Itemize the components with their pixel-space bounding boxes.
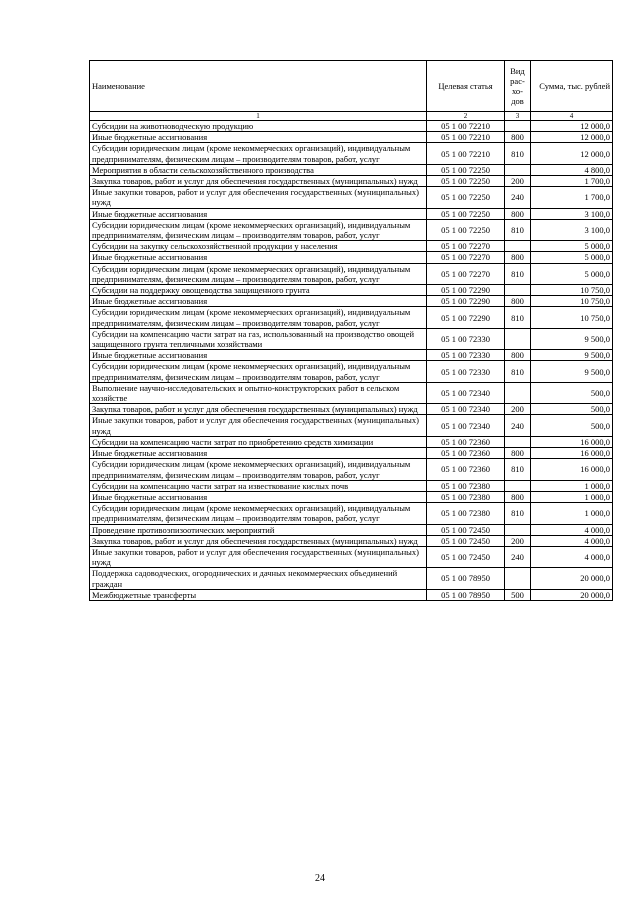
row-article: 05 1 00 72210 [427, 132, 505, 143]
row-name: Иные бюджетные ассигнования [90, 132, 427, 143]
row-sum: 10 750,0 [531, 307, 613, 328]
table-row [90, 448, 613, 459]
table-row [90, 263, 613, 284]
row-name: Иные закупки товаров, работ и услуг для обеспечения государственных (муниципальных) нужд [90, 546, 427, 567]
row-article: 05 1 00 78950 [427, 589, 505, 600]
row-expense-type [505, 241, 531, 252]
row-sum: 5 000,0 [531, 241, 613, 252]
row-article: 05 1 00 72340 [427, 382, 505, 403]
row-name: Субсидии юридическим лицам (кроме некоммерческих организаций), индивидуальным предпринимателям, физическим лицам – производителям товаров, работ, услуг [90, 143, 427, 164]
table-row [90, 535, 613, 546]
row-name: Субсидии на компенсацию части затрат на известкование кислых почв [90, 480, 427, 491]
row-name: Иные бюджетные ассигнования [90, 296, 427, 307]
row-name: Субсидии юридическим лицам (кроме некоммерческих организаций), индивидуальным предпринимателям, физическим лицам – производителям товаров, работ, услуг [90, 219, 427, 240]
row-sum: 5 000,0 [531, 263, 613, 284]
table-row [90, 361, 613, 382]
row-sum: 4 000,0 [531, 535, 613, 546]
table-row [90, 241, 613, 252]
row-sum: 1 000,0 [531, 491, 613, 502]
table-row [90, 404, 613, 415]
row-sum: 1 000,0 [531, 480, 613, 491]
column-number-row [90, 112, 613, 121]
row-article: 05 1 00 72380 [427, 480, 505, 491]
row-sum: 9 500,0 [531, 350, 613, 361]
row-sum: 16 000,0 [531, 448, 613, 459]
row-expense-type [505, 480, 531, 491]
row-article: 05 1 00 72380 [427, 491, 505, 502]
table-row [90, 285, 613, 296]
row-name: Субсидии юридическим лицам (кроме некоммерческих организаций), индивидуальным предпринимателям, физическим лицам – производителям товаров, работ, услуг [90, 503, 427, 524]
row-expense-type [505, 382, 531, 403]
table-row [90, 382, 613, 403]
row-article: 05 1 00 72330 [427, 350, 505, 361]
table-row [90, 187, 613, 208]
column-number: 2 [427, 112, 505, 121]
row-expense-type: 200 [505, 176, 531, 187]
budget-table-container [89, 60, 610, 601]
header-expense-type: Вид рас-хо-дов [505, 61, 531, 112]
table-row [90, 328, 613, 349]
header-article: Целевая статья [427, 61, 505, 112]
table-row [90, 296, 613, 307]
page-number: 24 [315, 873, 325, 884]
row-expense-type: 200 [505, 404, 531, 415]
row-sum: 3 100,0 [531, 208, 613, 219]
row-expense-type: 800 [505, 296, 531, 307]
row-sum: 4 800,0 [531, 164, 613, 175]
row-name: Иные закупки товаров, работ и услуг для обеспечения государственных (муниципальных) нужд [90, 187, 427, 208]
row-article: 05 1 00 72360 [427, 459, 505, 480]
row-article: 05 1 00 72210 [427, 143, 505, 164]
row-article: 05 1 00 72330 [427, 328, 505, 349]
row-name: Межбюджетные трансферты [90, 589, 427, 600]
row-sum: 20 000,0 [531, 589, 613, 600]
row-name: Субсидии юридическим лицам (кроме некоммерческих организаций), индивидуальным предпринимателям, физическим лицам – производителям товаров, работ, услуг [90, 459, 427, 480]
row-expense-type: 810 [505, 307, 531, 328]
row-expense-type: 810 [505, 361, 531, 382]
row-sum: 1 700,0 [531, 176, 613, 187]
row-name: Субсидии на животноводческую продукцию [90, 121, 427, 132]
table-row [90, 252, 613, 263]
row-article: 05 1 00 72270 [427, 241, 505, 252]
row-name: Закупка товаров, работ и услуг для обеспечения государственных (муниципальных) нужд [90, 535, 427, 546]
table-row [90, 176, 613, 187]
table-row [90, 503, 613, 524]
row-article: 05 1 00 72250 [427, 219, 505, 240]
row-article: 05 1 00 72330 [427, 361, 505, 382]
row-name: Иные бюджетные ассигнования [90, 208, 427, 219]
table-row [90, 459, 613, 480]
row-article: 05 1 00 72340 [427, 415, 505, 436]
table-row [90, 164, 613, 175]
row-sum: 16 000,0 [531, 436, 613, 447]
row-article: 05 1 00 72360 [427, 448, 505, 459]
row-article: 05 1 00 78950 [427, 568, 505, 589]
table-row [90, 436, 613, 447]
row-name: Субсидии юридическим лицам (кроме некоммерческих организаций), индивидуальным предпринимателям, физическим лицам – производителям товаров, работ, услуг [90, 361, 427, 382]
row-sum: 4 000,0 [531, 524, 613, 535]
row-name: Иные бюджетные ассигнования [90, 350, 427, 361]
table-body [90, 121, 613, 601]
row-expense-type [505, 568, 531, 589]
row-article: 05 1 00 72380 [427, 503, 505, 524]
column-number: 1 [90, 112, 427, 121]
table-row [90, 143, 613, 164]
row-sum: 9 500,0 [531, 361, 613, 382]
row-name: Иные закупки товаров, работ и услуг для обеспечения государственных (муниципальных) нужд [90, 415, 427, 436]
row-article: 05 1 00 72250 [427, 187, 505, 208]
row-expense-type [505, 285, 531, 296]
row-name: Выполнение научно-исследовательских и опытно-конструкторских работ в сельском хозяйстве [90, 382, 427, 403]
row-name: Субсидии на закупку сельскохозяйственной продукции у населения [90, 241, 427, 252]
row-expense-type: 240 [505, 187, 531, 208]
row-sum: 12 000,0 [531, 132, 613, 143]
table-row [90, 589, 613, 600]
row-name: Субсидии на компенсацию части затрат на газ, использованный на производство овощей защищенного грунта тепличными хозяйствами [90, 328, 427, 349]
row-name: Иные бюджетные ассигнования [90, 448, 427, 459]
row-expense-type: 800 [505, 491, 531, 502]
row-expense-type: 810 [505, 143, 531, 164]
table-row [90, 415, 613, 436]
row-name: Иные бюджетные ассигнования [90, 252, 427, 263]
row-expense-type: 800 [505, 132, 531, 143]
header-name: Наименование [90, 61, 427, 112]
row-article: 05 1 00 72210 [427, 121, 505, 132]
row-expense-type: 810 [505, 503, 531, 524]
row-expense-type: 800 [505, 350, 531, 361]
row-article: 05 1 00 72290 [427, 285, 505, 296]
table-row [90, 350, 613, 361]
row-expense-type: 810 [505, 459, 531, 480]
row-expense-type [505, 164, 531, 175]
table-row [90, 208, 613, 219]
row-sum: 5 000,0 [531, 252, 613, 263]
table-row [90, 219, 613, 240]
row-sum: 1 700,0 [531, 187, 613, 208]
table-row [90, 307, 613, 328]
table-row [90, 491, 613, 502]
row-name: Субсидии на поддержку овощеводства защищенного грунта [90, 285, 427, 296]
table-row [90, 121, 613, 132]
row-expense-type: 500 [505, 589, 531, 600]
row-name: Субсидии юридическим лицам (кроме некоммерческих организаций), индивидуальным предпринимателям, физическим лицам – производителям товаров, работ, услуг [90, 307, 427, 328]
row-article: 05 1 00 72290 [427, 296, 505, 307]
row-sum: 3 100,0 [531, 219, 613, 240]
header-row [90, 61, 613, 112]
row-sum: 4 000,0 [531, 546, 613, 567]
row-name: Закупка товаров, работ и услуг для обеспечения государственных (муниципальных) нужд [90, 404, 427, 415]
row-article: 05 1 00 72250 [427, 176, 505, 187]
row-article: 05 1 00 72250 [427, 164, 505, 175]
row-expense-type: 800 [505, 208, 531, 219]
row-name: Закупка товаров, работ и услуг для обеспечения государственных (муниципальных) нужд [90, 176, 427, 187]
row-article: 05 1 00 72450 [427, 524, 505, 535]
row-article: 05 1 00 72250 [427, 208, 505, 219]
row-sum: 20 000,0 [531, 568, 613, 589]
table-row [90, 132, 613, 143]
row-article: 05 1 00 72450 [427, 546, 505, 567]
row-name: Проведение противоэпизоотических мероприятий [90, 524, 427, 535]
column-number: 4 [531, 112, 613, 121]
header-sum: Сумма, тыс. рублей [531, 61, 613, 112]
row-expense-type: 240 [505, 546, 531, 567]
row-expense-type: 200 [505, 535, 531, 546]
row-name: Мероприятия в области сельскохозяйственного производства [90, 164, 427, 175]
row-sum: 500,0 [531, 382, 613, 403]
row-expense-type [505, 436, 531, 447]
row-article: 05 1 00 72270 [427, 263, 505, 284]
row-name: Иные бюджетные ассигнования [90, 491, 427, 502]
row-sum: 500,0 [531, 404, 613, 415]
column-number: 3 [505, 112, 531, 121]
row-expense-type: 800 [505, 448, 531, 459]
row-article: 05 1 00 72450 [427, 535, 505, 546]
budget-table [89, 60, 613, 601]
table-row [90, 524, 613, 535]
row-expense-type: 240 [505, 415, 531, 436]
row-article: 05 1 00 72290 [427, 307, 505, 328]
row-sum: 16 000,0 [531, 459, 613, 480]
row-expense-type [505, 328, 531, 349]
row-sum: 9 500,0 [531, 328, 613, 349]
row-sum: 10 750,0 [531, 285, 613, 296]
row-expense-type [505, 121, 531, 132]
row-sum: 12 000,0 [531, 121, 613, 132]
row-article: 05 1 00 72270 [427, 252, 505, 263]
table-row [90, 546, 613, 567]
row-name: Субсидии на компенсацию части затрат по приобретению средств химизации [90, 436, 427, 447]
row-expense-type: 810 [505, 263, 531, 284]
row-expense-type: 810 [505, 219, 531, 240]
row-sum: 10 750,0 [531, 296, 613, 307]
row-article: 05 1 00 72360 [427, 436, 505, 447]
table-row [90, 568, 613, 589]
row-sum: 500,0 [531, 415, 613, 436]
row-article: 05 1 00 72340 [427, 404, 505, 415]
row-expense-type [505, 524, 531, 535]
row-sum: 12 000,0 [531, 143, 613, 164]
row-name: Субсидии юридическим лицам (кроме некоммерческих организаций), индивидуальным предпринимателям, физическим лицам – производителям товаров, работ, услуг [90, 263, 427, 284]
table-row [90, 480, 613, 491]
row-expense-type: 800 [505, 252, 531, 263]
row-sum: 1 000,0 [531, 503, 613, 524]
row-name: Поддержка садоводческих, огороднических и дачных некоммерческих объединений граждан [90, 568, 427, 589]
